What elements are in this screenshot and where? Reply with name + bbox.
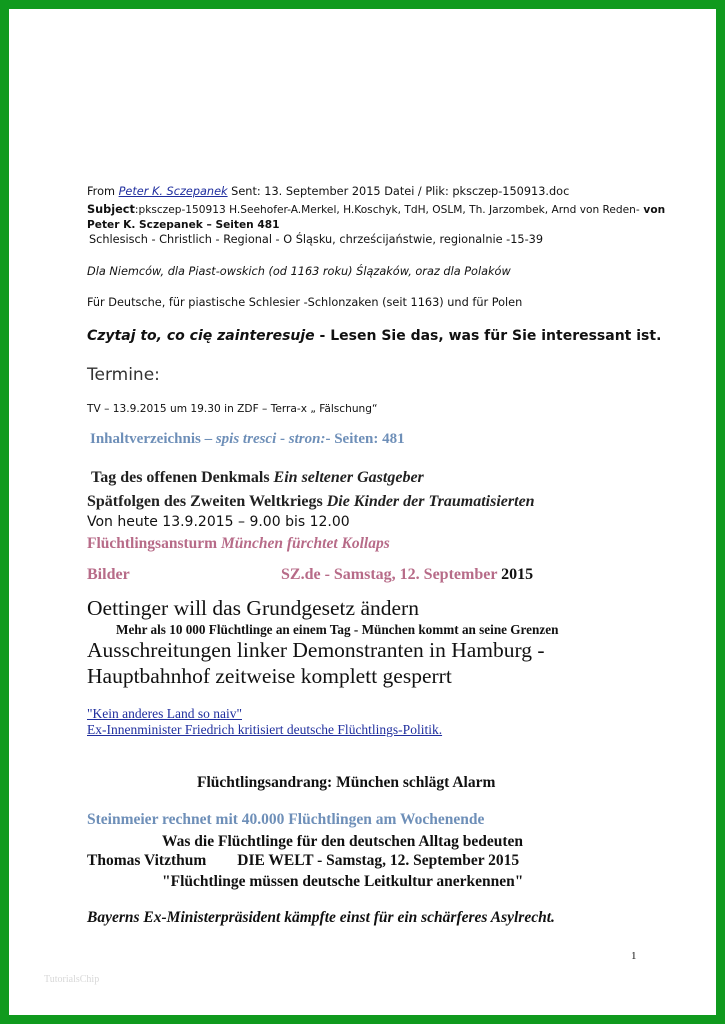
denkmal-headline: Tag des offenen Denkmals Ein seltener Gastgeber <box>91 469 424 486</box>
subject-line: Subject:pksczep-150913 H.Seehofer-A.Merkel, H.Koschyk, TdH, OSLM, Th. Jarzombek, Arnd von Reden- von <box>87 203 666 216</box>
bayern-line: Bayerns Ex-Ministerpräsident kämpfte einst für ein schärferes Asylrecht. <box>87 909 555 926</box>
tagline: Schlesisch - Christlich - Regional - O Śląsku, chrześcijaństwie, regionalnie -15-39 <box>89 233 544 246</box>
ausschreitungen-line-1: Ausschreitungen linker Demonstranten in Hamburg - <box>87 638 545 662</box>
mehr-line: Mehr als 10 000 Flüchtlinge an einem Tag - München kommt an seine Grenzen <box>116 622 559 637</box>
sz-date-line: SZ.de - Samstag, 12. September 2015 <box>281 566 534 583</box>
leitkultur-line: "Flüchtlinge müssen deutsche Leitkultur anerkennen" <box>162 873 524 890</box>
polish-audience-line: Dla Niemców, dla Piast-owskich (od 1163 roku) Ślązaków, oraz dla Polaków <box>87 265 511 278</box>
bilder-label: Bilder <box>87 566 130 583</box>
from-line: From Peter K. Sczepanek Sent: 13. September 2015 Datei / Plik: pksczep-150913.doc <box>87 185 570 198</box>
naiv-link[interactable]: "Kein anderes Land so naiv" <box>87 706 242 721</box>
watermark: TutorialsChip <box>44 974 100 985</box>
toc-line: Inhaltverzeichnis – spis tresci - stron:- Seiten: 481 <box>90 431 405 447</box>
fluechtlingsansturm-headline: Flüchtlingsansturm München fürchtet Kollaps <box>87 535 390 552</box>
page-number: 1 <box>631 950 637 962</box>
von-heute-line: Von heute 13.9.2015 – 9.00 bis 12.00 <box>87 514 350 530</box>
termine-heading: Termine: <box>87 365 160 385</box>
spaetfolgen-headline: Spätfolgen des Zweiten Weltkriegs Die Kinder der Traumatisierten <box>87 493 535 510</box>
tv-line: TV – 13.9.2015 um 19.30 in ZDF – Terra-x „ Fälschung“ <box>87 403 378 415</box>
fluechtlingsandrang-headline: Flüchtlingsandrang: München schlägt Alarm <box>197 774 496 791</box>
vitzthum-line: Thomas Vitzthum DIE WELT - Samstag, 12. September 2015 <box>87 852 520 869</box>
steinmeier-headline: Steinmeier rechnet mit 40.000 Flüchtlingen am Wochenende <box>87 811 485 828</box>
oettinger-headline: Oettinger will das Grundgesetz ändern <box>87 596 419 620</box>
was-die-line: Was die Flüchtlinge für den deutschen Alltag bedeuten <box>162 833 523 850</box>
author-line: Peter K. Sczepanek – Seiten 481 <box>87 219 280 231</box>
german-audience-line: Für Deutsche, für piastische Schlesier -Schlonzaken (seit 1163) und für Polen <box>87 296 523 309</box>
friedrich-link[interactable]: Ex-Innenminister Friedrich kritisiert deutsche Flüchtlings-Politik. <box>87 722 443 737</box>
sender-link[interactable]: Peter K. Sczepanek <box>118 185 228 198</box>
ausschreitungen-line-2: Hauptbahnhof zeitweise komplett gesperrt <box>87 664 452 688</box>
read-invitation: Czytaj to, co cię zainteresuje - Lesen Sie das, was für Sie interessant ist. <box>87 328 662 344</box>
